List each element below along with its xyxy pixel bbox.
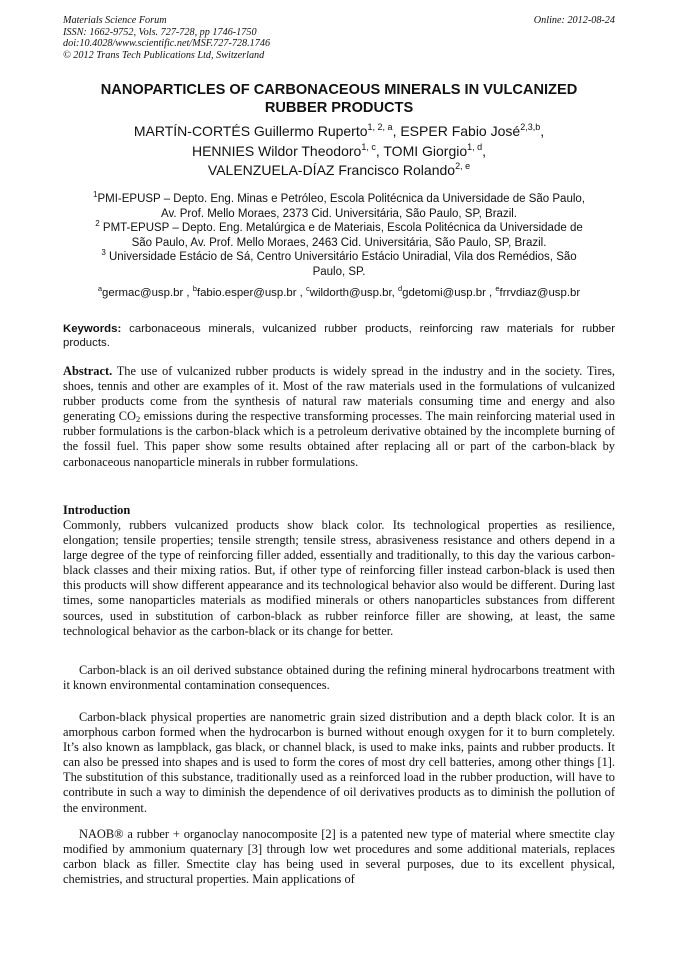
author-affiliation-mark: 1, d (467, 141, 483, 152)
affiliation-text: PMT-EPUSP – Depto. Eng. Metalúrgica e de Materiais, Escola Politécnica da Universidade de (99, 222, 583, 235)
email-mark: e (495, 284, 500, 293)
paper-title (63, 82, 615, 117)
email-link[interactable]: fabio.esper@usp.br (196, 287, 297, 299)
intro-paragraph-3 (63, 710, 615, 816)
email-separator: , (485, 287, 496, 299)
online-date: Online: 2012-08-24 (533, 15, 615, 26)
email-link[interactable]: wildorth@usp.br (309, 287, 392, 299)
email-link[interactable]: gdetomi@usp.br (402, 287, 486, 299)
intro-paragraph-4 (63, 827, 615, 887)
co2-subscript: 2 (136, 414, 141, 425)
paragraph-text: Carbon-black is an oil derived substance obtained during the refining mineral hydrocarbons treatment with it known environmental contamination consequences. (63, 663, 615, 693)
doi-line[interactable]: doi:10.4028/www.scientific.net/MSF.727-728.1746 (63, 38, 271, 50)
intro-paragraph-2 (63, 663, 615, 693)
email-mark: a (97, 284, 103, 293)
affiliation-line: Paulo, SP. (312, 265, 366, 278)
author-affiliation-mark: 2, e (455, 161, 471, 171)
email-link[interactable]: germac@usp.br (102, 287, 184, 299)
abstract-text-cont: emissions during the respective transforming processes. The main reinforcing material used in rubber formulations is the carbon-black which is a petroleum derivative obtained by the incomplete burning of the fossil fuel. This paper show some results obtained after replacing all or part of the carbon-black by carbonaceous nanoparticle minerals in rubber formulations. (63, 409, 615, 469)
abstract-text: The use of vulcanized rubber products is widely spread in the industry and in the society. Tires, shoes, tennis and other are examples of it. Most of the raw materials used in the formulations of vulcanized rubber products come from the synthesis of natural raw materials consuming time and energy and also generating CO (63, 364, 615, 424)
author-name: HENNIES Wildor Theodoro (191, 142, 362, 159)
title-line-1: NANOPARTICLES OF CARBONACEOUS MINERALS IN VULCANIZED (100, 82, 578, 98)
affiliation-line (63, 192, 615, 207)
abstract-label: Abstract. (63, 364, 113, 378)
email-separator: , (296, 287, 307, 299)
author-name: TOMI Giorgio (383, 142, 468, 159)
intro-paragraph-1 (63, 518, 615, 639)
email-mark: b (192, 284, 197, 293)
email-mark: c (306, 284, 310, 293)
paragraph-text: Commonly, rubbers vulcanized products show black color. Its technological properties as resilience, elongation; tensile properties; tensile strength; tensile stress, abrasiveness resistance and others depend in a large degree of the type of reinforcing filler added, essentially and traditionally, to this day the various carbon-black classes and their mixing ratios. But, if other type of reinforcing filler instead carbon-black is used then this products will show different appearance and its technological behavior also would be different. During last times, some nanoparticles materials as modified minerals or others nanoparticles substances from different sources, used in substitution of carbon-black as rubber reinforce filler are showing, at least, the same technological behavior as the carbon-black or its change for better. (63, 518, 615, 638)
affiliation-mark: 3 (101, 248, 106, 258)
paragraph-text: Carbon-black physical properties are nanometric grain sized distribution and a depth black color. It is an amorphous carbon formed when the hydrocarbon is burned without enough oxygen for it to burn completely. It’s also known as lampblack, gas black, or channel black, is used to make inks, paints and rubber products. It can also be pressed into shapes and is used to form the cores of most dry cell batteries, among other things [1]. The substitution of this substance, traditionally used as a reinforced load in the rubber production, will have to contribute in such a way to diminish the dependence of oil derivatives products as to diminish the pollution of the environment. (63, 710, 615, 815)
email-link[interactable]: frrvdiaz@usp.br (499, 287, 581, 299)
author-affiliation-mark: 2,3,b (520, 122, 541, 132)
journal-name: Materials Science Forum (63, 15, 167, 26)
email-separator: , (183, 287, 193, 299)
affiliation-line: Av. Prof. Mello Moraes, 2373 Cid. Universitária, São Paulo, SP, Brazil. (160, 207, 518, 220)
abstract-section (63, 364, 615, 470)
issn-line: ISSN: 1662-9752, Vols. 727-728, pp 1746-1750 (63, 26, 257, 38)
affiliation-text: PMI-EPUSP – Depto. Eng. Minas e Petróleo, Escola Politécnica da Universidade de São Paulo, (97, 193, 585, 205)
keywords-section (63, 322, 615, 350)
title-line-2: RUBBER PRODUCTS (264, 99, 414, 116)
paragraph-text: NAOB® a rubber + organoclay nanocomposite [2] is a patented new type of material where smectite clay modified by ammonium quaternary [3] through low wet procedures and some additional materials, replaces carbon black as filler. Smectite clay has being used in several purposes, due to its excellent physical, chemistries, and structural properties. Main applications of (63, 827, 615, 887)
keywords-text: carbonaceous minerals, vulcanized rubber products, reinforcing raw materials for rubber products. (63, 323, 615, 349)
affiliation-mark: 2 (95, 219, 100, 229)
affiliation-line (63, 221, 615, 236)
email-separator: , (391, 287, 398, 299)
author-list (63, 122, 615, 181)
author-name: ESPER Fabio José (400, 123, 521, 139)
author-name: MARTÍN-CORTÉS Guillermo Ruperto (133, 123, 368, 139)
journal-header (63, 15, 615, 61)
author-line-1: MARTÍN-CORTÉS Guillermo Ruperto$^{1, 2, a}$, ESPER Fabio José$^{2,3,b}$, (133, 122, 545, 139)
introduction-heading: Introduction (63, 503, 131, 517)
author-line-2: HENNIES Wildor Theodoro$^{1, c}$, TOMI Giorgio$^{1, d}$, (191, 141, 487, 159)
author-affiliation-mark: 1, 2, a (367, 122, 393, 132)
keywords-label: Keywords: (63, 323, 122, 335)
affiliation-line (63, 250, 615, 265)
author-name: VALENZUELA-DÍAZ Francisco Rolando (207, 162, 456, 178)
affiliation-mark: 1 (93, 190, 98, 199)
affiliation-line: São Paulo, Av. Prof. Mello Moraes, 2463 Cid. Universitária, São Paulo, SP, Brazil. (131, 236, 547, 249)
email-list (63, 286, 615, 300)
author-line-3 (63, 161, 615, 181)
affiliation-text: Universidade Estácio de Sá, Centro Universitário Estácio Uniradial, Vila dos Remédios, São (105, 251, 577, 264)
affiliations (63, 192, 615, 280)
copyright-line: © 2012 Trans Tech Publications Ltd, Switzerland (63, 49, 265, 61)
author-affiliation-mark: 1, c (361, 141, 376, 152)
email-mark: d (397, 284, 403, 293)
